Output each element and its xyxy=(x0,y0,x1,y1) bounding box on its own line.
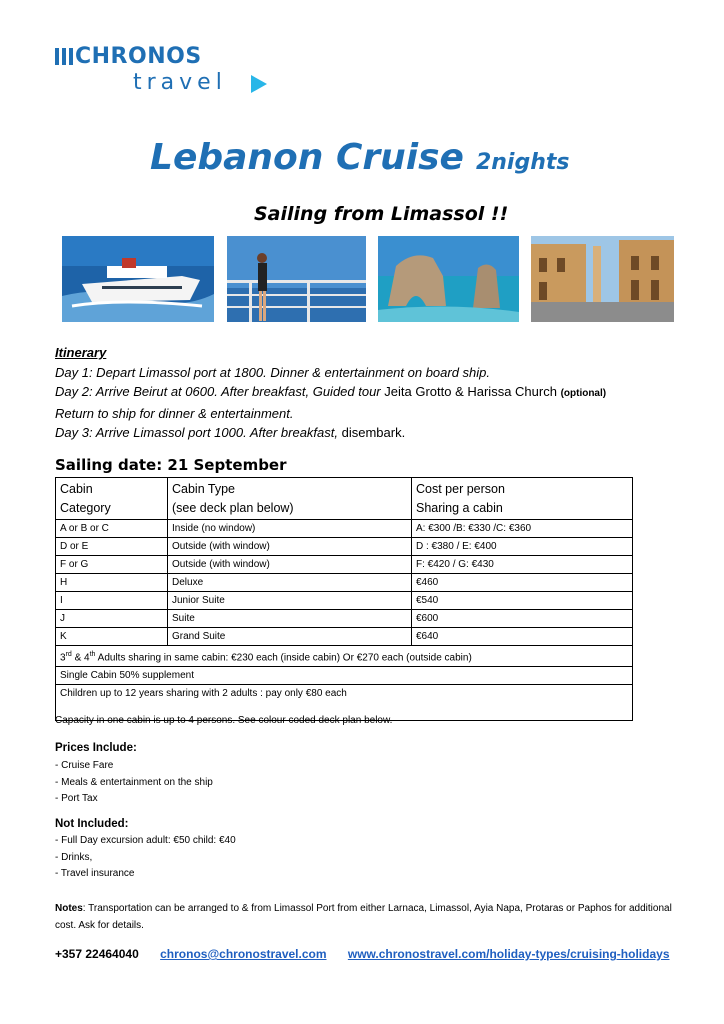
email-link[interactable]: chronos@chronostravel.com xyxy=(160,947,327,961)
extra-adults-cell: 3rd & 4th Adults sharing in same cabin: €230 each (inside cabin) Or €270 each (outside cabin) xyxy=(56,646,633,667)
cell-category: F or G xyxy=(56,556,168,574)
contact-line xyxy=(55,947,670,961)
list-item: - Travel insurance xyxy=(55,868,135,879)
cell-cost: €640 xyxy=(412,628,633,646)
day3-text: Day 3: Arrive Limassol port 1000. After breakfast, xyxy=(55,425,338,441)
table-row xyxy=(56,628,633,646)
logo-name: CHRONOS xyxy=(75,44,202,69)
cell-type: Deluxe xyxy=(168,574,412,592)
beirut-street-photo xyxy=(531,236,674,322)
itinerary-day-3 xyxy=(55,423,695,443)
cell-type: Inside (no window) xyxy=(168,520,412,538)
cell-category: I xyxy=(56,592,168,610)
header-cabin-category: Cabin Category xyxy=(56,478,168,520)
list-item: - Meals & entertainment on the ship xyxy=(55,776,213,788)
itinerary-day-1: Day 1: Depart Limassol port at 1800. Dinner & entertainment on board ship. xyxy=(55,364,491,380)
day2-optional: (optional) xyxy=(560,388,607,400)
itinerary-day-2 xyxy=(55,382,695,404)
list-item: - Cruise Fare xyxy=(55,760,114,771)
list-item: - Full Day excursion adult: €50 child: €40 xyxy=(55,835,236,846)
table-row xyxy=(56,556,633,574)
cell-category: J xyxy=(56,610,168,628)
phone-number: +357 22464040 xyxy=(55,947,139,961)
list-item: - Drinks, xyxy=(55,851,93,863)
cell-cost: €460 xyxy=(412,574,633,592)
table-row xyxy=(56,610,633,628)
pigeon-rocks-photo xyxy=(378,236,519,322)
extra-adults-row xyxy=(56,646,633,667)
cell-type: Junior Suite xyxy=(168,592,412,610)
title-sub: 2nights xyxy=(475,150,570,175)
single-cabin-cell: Single Cabin 50% supplement xyxy=(56,667,633,685)
cell-type: Suite xyxy=(168,610,412,628)
day3-disembark: disembark. xyxy=(338,425,406,441)
notes-text: : Transportation can be arranged to & from Limassol Port from either Larnaca, Limassol, Ayia Napa, Protaras or Paphos for additional cost. Ask for details. xyxy=(55,903,672,931)
deck-woman-photo xyxy=(227,236,366,322)
not-included-list xyxy=(55,833,236,883)
website-link[interactable]: www.chronostravel.com/holiday-types/cruising-holidays xyxy=(347,947,670,961)
sailing-date: Sailing date: 21 September xyxy=(55,456,287,474)
table-row xyxy=(56,538,633,556)
capacity-note: Capacity in one cabin is up to 4 persons. See colour coded deck plan below. xyxy=(55,715,393,726)
itinerary-return: Return to ship for dinner & entertainment. xyxy=(55,405,294,421)
not-included-heading: Not Included: xyxy=(55,818,129,830)
cell-type: Outside (with window) xyxy=(168,538,412,556)
cell-cost: €540 xyxy=(412,592,633,610)
cruise-ship-photo xyxy=(62,236,214,322)
cabin-price-table xyxy=(55,477,633,721)
title-main: Lebanon Cruise xyxy=(150,137,464,178)
header-cost-per-person: Cost per person Sharing a cabin xyxy=(412,478,633,520)
cell-category: A or B or C xyxy=(56,520,168,538)
list-item: - Port Tax xyxy=(55,793,98,804)
single-cabin-row xyxy=(56,667,633,685)
page-subtitle: Sailing from Limassol !! xyxy=(254,203,509,225)
table-row xyxy=(56,520,633,538)
prices-include-list xyxy=(55,758,213,808)
notes-label: Notes xyxy=(55,903,83,914)
table-header-row xyxy=(56,478,633,520)
itinerary xyxy=(55,343,695,443)
itinerary-heading: Itinerary xyxy=(55,345,107,360)
page-title xyxy=(150,137,569,178)
logo-play-triangle-icon xyxy=(251,75,267,93)
transport-notes xyxy=(55,900,695,934)
cell-cost: D : €380 / E: €400 xyxy=(412,538,633,556)
cell-category: K xyxy=(56,628,168,646)
table-row xyxy=(56,574,633,592)
cell-cost: €600 xyxy=(412,610,633,628)
prices-include-heading: Prices Include: xyxy=(55,742,137,754)
cell-type: Grand Suite xyxy=(168,628,412,646)
day2-tour: Jeita Grotto & Harissa Church xyxy=(380,384,561,400)
cell-type: Outside (with window) xyxy=(168,556,412,574)
children-cell: Children up to 12 years sharing with 2 adults : pay only €80 each xyxy=(56,685,633,721)
logo-bars-icon xyxy=(55,48,73,65)
cell-cost: F: €420 / G: €430 xyxy=(412,556,633,574)
cell-category: H xyxy=(56,574,168,592)
table-row xyxy=(56,592,633,610)
day2-text: Day 2: Arrive Beirut at 0600. After breakfast, Guided tour xyxy=(55,384,381,400)
cell-category: D or E xyxy=(56,538,168,556)
header-cabin-type: Cabin Type (see deck plan below) xyxy=(168,478,412,520)
cell-cost: A: €300 /B: €330 /C: €360 xyxy=(412,520,633,538)
logo-sub: travel xyxy=(133,70,227,95)
chronos-travel-logo xyxy=(55,44,285,100)
